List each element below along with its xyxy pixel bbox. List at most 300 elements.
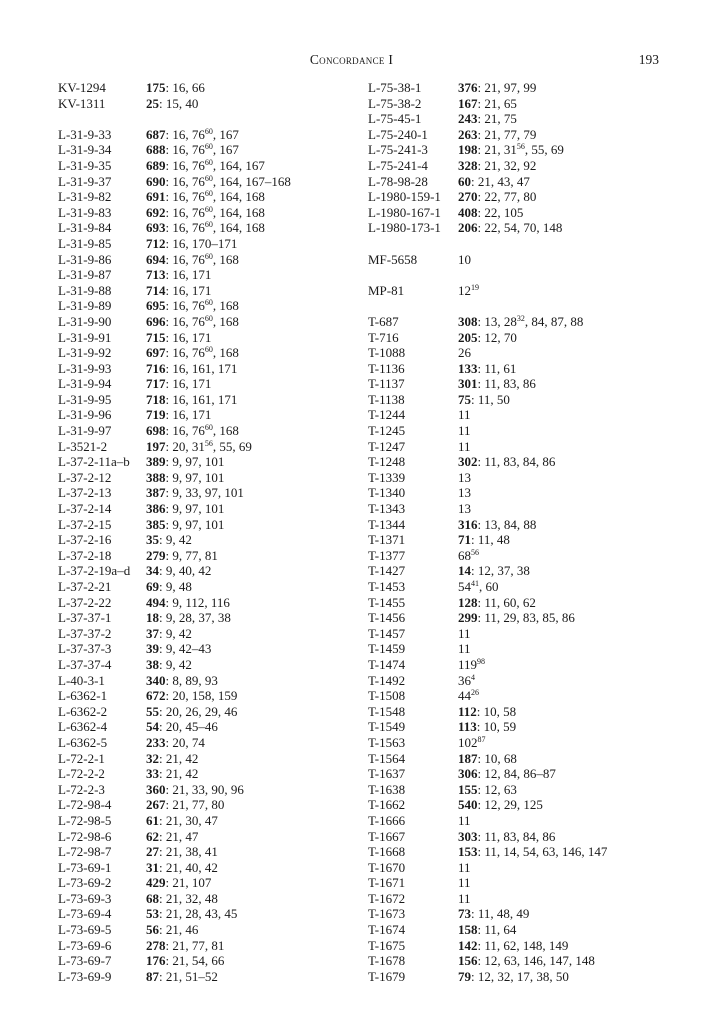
catalogue-number: 712 <box>146 235 166 251</box>
concordance-entry <box>58 719 358 735</box>
concordance-entry <box>58 392 358 408</box>
page-references: : 21, 28, 43, 45 <box>159 906 238 922</box>
page-references: : 12, 63, 146, 147, 148 <box>477 953 595 969</box>
inventory-number: T-1638 <box>368 781 406 797</box>
catalogue-number: 263 <box>458 126 478 142</box>
catalogue-reference <box>146 782 244 798</box>
inventory-number: L-37-2-12 <box>58 469 112 485</box>
catalogue-reference <box>146 127 239 143</box>
inventory-number: L-31-9-82 <box>58 189 112 205</box>
catalogue-reference <box>458 80 536 96</box>
catalogue-number: 316 <box>458 516 478 532</box>
concordance-entry <box>368 392 668 408</box>
catalogue-number: 302 <box>458 454 478 470</box>
inventory-number: T-1670 <box>368 859 406 875</box>
concordance-entry <box>368 688 668 704</box>
inventory-number: T-1343 <box>368 501 406 517</box>
inventory-number: L-37-2-13 <box>58 485 112 501</box>
page-references: : 16, $76^{60}$, 168 <box>165 345 239 361</box>
page-references: : 16, 66 <box>165 80 205 95</box>
inventory-number: T-1456 <box>368 610 406 626</box>
page-references: : 9, 42–43 <box>159 641 212 657</box>
catalogue-number: 33 <box>146 766 159 782</box>
catalogue-reference <box>146 829 198 845</box>
catalogue-number: 14 <box>458 563 471 579</box>
inventory-number: T-1662 <box>368 797 406 813</box>
catalogue-number: 153 <box>458 844 478 860</box>
inventory-number: L-37-37-1 <box>58 610 112 626</box>
page-references: : 12, 70 <box>477 329 517 345</box>
inventory-number: T-1247 <box>368 438 406 454</box>
catalogue-number: 243 <box>458 111 478 127</box>
page-references: : 21, 30, 47 <box>159 812 218 828</box>
concordance-entry <box>368 673 668 689</box>
concordance-entry <box>58 797 358 813</box>
catalogue-reference <box>146 938 224 954</box>
concordance-entry <box>58 938 358 954</box>
concordance-entry <box>58 969 358 985</box>
inventory-number: T-1377 <box>368 547 406 563</box>
concordance-entry <box>368 127 668 143</box>
inventory-number: L-6362-4 <box>58 719 108 735</box>
inventory-number: T-1137 <box>368 376 405 392</box>
concordance-entry <box>368 860 668 876</box>
page-references: : 22, 105 <box>477 204 524 220</box>
page-references: : 9, 97, 101 <box>165 454 225 470</box>
concordance-entry <box>58 361 358 377</box>
catalogue-reference <box>458 501 471 517</box>
concordance-entry <box>368 953 668 969</box>
inventory-number: L-31-9-90 <box>58 313 112 329</box>
page-references: $36^4$ <box>458 672 475 688</box>
page-references: : 11, 14, 54, 63, 146, 147 <box>477 844 608 860</box>
concordance-entry <box>368 485 668 501</box>
catalogue-reference <box>146 719 218 735</box>
catalogue-number: 713 <box>146 267 166 283</box>
catalogue-reference <box>458 673 475 689</box>
concordance-entry <box>58 782 358 798</box>
catalogue-number: 695 <box>146 298 166 314</box>
concordance-left-column <box>58 80 358 984</box>
catalogue-number: 408 <box>458 204 478 220</box>
page-references: : 9, 42 <box>159 625 192 641</box>
page-references: : 21, 38, 41 <box>159 844 218 860</box>
concordance-entry <box>58 345 358 361</box>
catalogue-reference <box>458 579 499 595</box>
page-references: : 12, 29, 125 <box>477 797 543 813</box>
concordance-entry <box>58 595 358 611</box>
catalogue-reference <box>146 96 198 112</box>
page-references: : 20, 158, 159 <box>165 688 238 704</box>
concordance-entry <box>368 626 668 642</box>
inventory-number: T-1244 <box>368 407 406 423</box>
page-references: : 13, 84, 88 <box>477 516 537 532</box>
catalogue-reference <box>458 610 575 626</box>
catalogue-reference <box>458 330 517 346</box>
concordance-entry <box>368 470 668 486</box>
inventory-number: T-1339 <box>368 469 406 485</box>
concordance-entry <box>368 813 668 829</box>
page-references: : 9, 77, 81 <box>165 547 218 563</box>
catalogue-number: 308 <box>458 313 478 329</box>
catalogue-reference <box>146 641 211 657</box>
catalogue-number: 25 <box>146 95 159 111</box>
catalogue-number: 39 <box>146 641 159 657</box>
concordance-entry <box>368 719 668 735</box>
inventory-number: L-31-9-35 <box>58 157 112 173</box>
concordance-entry <box>368 844 668 860</box>
catalogue-number: 387 <box>146 485 166 501</box>
catalogue-reference <box>146 813 218 829</box>
inventory-number: L-37-2-19a–d <box>58 563 131 579</box>
concordance-entry <box>368 407 668 423</box>
catalogue-reference <box>458 860 471 876</box>
concordance-entry <box>58 174 358 190</box>
concordance-entry <box>368 548 668 564</box>
catalogue-number: 60 <box>458 173 471 189</box>
catalogue-number: 306 <box>458 766 478 782</box>
catalogue-number: 376 <box>458 80 478 95</box>
inventory-number: T-1344 <box>368 516 406 532</box>
concordance-entry <box>58 906 358 922</box>
page-references: : 12, 32, 17, 38, 50 <box>471 968 569 984</box>
inventory-number: L-31-9-83 <box>58 204 112 220</box>
concordance-entry <box>58 142 358 158</box>
catalogue-number: 718 <box>146 391 166 407</box>
inventory-number: T-1136 <box>368 360 405 376</box>
catalogue-number: 714 <box>146 282 166 298</box>
page-references: : 21, 33, 90, 96 <box>165 781 244 797</box>
page-references: : 8, 89, 93 <box>165 672 218 688</box>
catalogue-number: 38 <box>146 656 159 672</box>
page-references: : 21, 75 <box>477 111 517 127</box>
inventory-number: L-31-9-84 <box>58 220 112 236</box>
page-references: $102^{87}$ <box>458 734 486 750</box>
catalogue-number: 142 <box>458 937 478 953</box>
catalogue-number: 278 <box>146 937 166 953</box>
concordance-entry <box>368 96 668 112</box>
catalogue-number: 388 <box>146 469 166 485</box>
page-references: : 11, 83, 84, 86 <box>477 828 556 844</box>
catalogue-number: 689 <box>146 157 166 173</box>
catalogue-reference <box>458 657 485 673</box>
catalogue-number: 75 <box>458 391 471 407</box>
inventory-number: L-31-9-94 <box>58 376 112 392</box>
catalogue-reference <box>146 330 211 346</box>
inventory-number: L-73-69-2 <box>58 875 112 891</box>
catalogue-reference <box>146 142 239 158</box>
page-references: : 9, 42 <box>159 656 192 672</box>
catalogue-number: 716 <box>146 360 166 376</box>
catalogue-reference <box>458 127 536 143</box>
inventory-number: L-6362-2 <box>58 703 108 719</box>
page-references: : 9, 33, 97, 101 <box>165 485 244 501</box>
catalogue-number: 34 <box>146 563 159 579</box>
page-references: 13 <box>458 485 471 501</box>
inventory-number: T-1508 <box>368 688 406 704</box>
inventory-number: L-73-69-3 <box>58 890 112 906</box>
catalogue-reference <box>458 548 479 564</box>
catalogue-number: 715 <box>146 329 166 345</box>
concordance-entry <box>58 953 358 969</box>
concordance-entry <box>58 236 358 252</box>
inventory-number: L-37-2-18 <box>58 547 112 563</box>
inventory-number: L-72-98-7 <box>58 844 112 860</box>
catalogue-number: 79 <box>458 968 471 984</box>
catalogue-number: 176 <box>146 953 166 969</box>
catalogue-number: 18 <box>146 610 159 626</box>
inventory-number: L-75-38-1 <box>368 80 422 95</box>
inventory-number: KV-1294 <box>58 80 106 95</box>
concordance-entry <box>368 891 668 907</box>
page-references: 11 <box>458 423 471 439</box>
page-references: : 21, 54, 66 <box>165 953 225 969</box>
concordance-entry <box>58 470 358 486</box>
inventory-number: L-37-2-14 <box>58 501 112 517</box>
catalogue-reference <box>146 80 205 96</box>
catalogue-number: 205 <box>458 329 478 345</box>
page-references: : 16, 171 <box>165 407 212 423</box>
concordance-entry <box>58 548 358 564</box>
catalogue-reference <box>146 314 239 330</box>
inventory-number: MP-81 <box>368 282 405 298</box>
catalogue-number: 61 <box>146 812 159 828</box>
catalogue-reference <box>146 906 237 922</box>
page-references: : 9, 97, 101 <box>165 469 225 485</box>
page-references: 11 <box>458 438 471 454</box>
catalogue-reference <box>146 220 265 236</box>
inventory-number: L-75-240-1 <box>368 126 428 142</box>
concordance-entry <box>368 969 668 985</box>
catalogue-reference <box>146 922 198 938</box>
concordance-entry <box>368 423 668 439</box>
concordance-entry <box>58 532 358 548</box>
inventory-number: L-31-9-91 <box>58 329 112 345</box>
catalogue-number: 73 <box>458 906 471 922</box>
catalogue-reference <box>146 392 237 408</box>
concordance-entry <box>58 252 358 268</box>
concordance-entry <box>58 189 358 205</box>
catalogue-reference <box>458 938 568 954</box>
catalogue-reference <box>458 111 517 127</box>
concordance-entry <box>58 766 358 782</box>
page-references: : 16, $76^{60}$, 164, 168 <box>165 189 265 205</box>
catalogue-reference <box>146 735 205 751</box>
concordance-entry <box>368 361 668 377</box>
inventory-number: T-1138 <box>368 391 405 407</box>
catalogue-reference <box>458 875 471 891</box>
page-references: : 21, 97, 99 <box>477 80 537 95</box>
page-references: $44^{26}$ <box>458 688 479 704</box>
concordance-entry <box>58 751 358 767</box>
inventory-number: T-1457 <box>368 625 406 641</box>
catalogue-reference <box>146 704 237 720</box>
catalogue-reference <box>458 595 536 611</box>
page-references: : 22, 54, 70, 148 <box>477 220 563 236</box>
concordance-entry <box>368 174 668 190</box>
catalogue-reference <box>146 345 239 361</box>
catalogue-reference <box>458 766 556 782</box>
concordance-entry <box>368 220 668 236</box>
concordance-entry <box>368 111 668 127</box>
concordance-entry <box>58 844 358 860</box>
concordance-entry <box>368 80 668 96</box>
section-gap <box>368 236 668 252</box>
page-references: 26 <box>458 345 471 361</box>
page-references: : 10, 58 <box>476 703 517 719</box>
catalogue-reference <box>146 532 192 548</box>
page-references: : 22, 77, 80 <box>477 189 537 205</box>
page-references: : 9, 42 <box>159 532 192 548</box>
inventory-number: T-1427 <box>368 563 406 579</box>
catalogue-reference <box>458 688 479 704</box>
concordance-entry <box>58 704 358 720</box>
catalogue-reference <box>146 158 265 174</box>
concordance-entry <box>58 641 358 657</box>
catalogue-reference <box>458 641 471 657</box>
inventory-number: T-1667 <box>368 828 406 844</box>
concordance-entry <box>368 595 668 611</box>
concordance-entry <box>58 563 358 579</box>
concordance-entry <box>58 657 358 673</box>
concordance-entry <box>368 205 668 221</box>
concordance-entry <box>368 922 668 938</box>
catalogue-reference <box>458 314 583 330</box>
section-gap <box>368 298 668 314</box>
concordance-entry <box>58 423 358 439</box>
catalogue-reference <box>146 563 211 579</box>
page-references: $54^{41}$, 60 <box>458 579 499 594</box>
catalogue-reference <box>458 470 471 486</box>
inventory-number: L-72-2-1 <box>58 750 105 766</box>
concordance-entry <box>368 501 668 517</box>
inventory-number: L-1980-173-1 <box>368 220 441 236</box>
catalogue-number: 494 <box>146 594 166 610</box>
inventory-number: L-73-69-7 <box>58 953 112 969</box>
inventory-number: L-37-37-3 <box>58 641 112 657</box>
inventory-number: L-37-2-21 <box>58 579 112 594</box>
catalogue-number: 187 <box>458 750 478 766</box>
page-references: 10 <box>458 251 471 267</box>
catalogue-reference <box>458 158 536 174</box>
catalogue-reference <box>458 891 471 907</box>
page-references: : 21, 77, 80 <box>165 797 225 813</box>
catalogue-reference <box>458 220 562 236</box>
inventory-number: T-1492 <box>368 672 406 688</box>
concordance-entry <box>58 80 358 96</box>
page-references: : 21, 46 <box>159 922 199 938</box>
inventory-number: L-37-2-11a–b <box>58 454 130 470</box>
catalogue-reference <box>458 906 529 922</box>
catalogue-reference <box>146 548 218 564</box>
page-number: 193 <box>638 52 659 67</box>
catalogue-reference <box>458 439 471 455</box>
inventory-number: L-31-9-33 <box>58 126 112 142</box>
catalogue-number: 719 <box>146 407 166 423</box>
concordance-entry <box>58 454 358 470</box>
catalogue-reference <box>146 766 198 782</box>
page-references: 11 <box>458 641 471 657</box>
concordance-entry <box>368 782 668 798</box>
inventory-number: T-716 <box>368 329 399 345</box>
concordance-entry <box>368 142 668 158</box>
concordance-entry <box>58 439 358 455</box>
catalogue-reference <box>458 782 517 798</box>
concordance-entry <box>58 610 358 626</box>
page-references: : 16, 171 <box>165 282 212 298</box>
page-references: : 21, 43, 47 <box>471 173 530 189</box>
page-references: : 16, $76^{60}$, 164, 168 <box>165 204 265 220</box>
concordance-entry <box>58 891 358 907</box>
concordance-entry <box>368 189 668 205</box>
inventory-number: L-73-69-4 <box>58 906 112 922</box>
page-references: 11 <box>458 812 471 828</box>
catalogue-number: 693 <box>146 220 166 236</box>
page-references: : 16, 161, 171 <box>165 360 238 376</box>
catalogue-reference <box>458 751 517 767</box>
catalogue-reference <box>146 969 218 985</box>
catalogue-number: 687 <box>146 126 166 142</box>
catalogue-number: 198 <box>458 142 478 158</box>
page-references: : 11, 61 <box>477 360 517 376</box>
catalogue-number: 389 <box>146 454 166 470</box>
catalogue-reference <box>458 719 516 735</box>
catalogue-reference <box>458 517 536 533</box>
concordance-entry <box>58 813 358 829</box>
inventory-number: L-31-9-95 <box>58 391 112 407</box>
catalogue-reference <box>146 595 230 611</box>
catalogue-number: 340 <box>146 672 166 688</box>
catalogue-number: 87 <box>146 968 159 984</box>
inventory-number: L-37-37-2 <box>58 625 112 641</box>
inventory-number: L-31-9-97 <box>58 423 112 439</box>
catalogue-number: 69 <box>146 579 159 594</box>
inventory-number: KV-1311 <box>58 95 106 111</box>
inventory-number: L-72-2-3 <box>58 781 105 797</box>
catalogue-number: 233 <box>146 734 166 750</box>
page-references: : 9, 28, 37, 38 <box>159 610 231 626</box>
inventory-number: L-72-98-6 <box>58 828 112 844</box>
catalogue-number: 279 <box>146 547 166 563</box>
page-references: : 11, 50 <box>471 391 510 407</box>
concordance-entry <box>368 579 668 595</box>
catalogue-reference <box>458 922 516 938</box>
concordance-entry <box>368 283 668 299</box>
inventory-number: T-1088 <box>368 345 406 361</box>
catalogue-reference <box>458 376 536 392</box>
concordance-entry <box>58 283 358 299</box>
catalogue-number: 267 <box>146 797 166 813</box>
catalogue-number: 328 <box>458 157 478 173</box>
inventory-number: L-3521-2 <box>58 438 108 454</box>
page-references: : 11, 60, 62 <box>477 594 536 610</box>
page-references: : 16, $76^{60}$, 164, 167–168 <box>165 173 291 189</box>
catalogue-reference <box>146 626 192 642</box>
page-references: : 16, $76^{60}$, 167 <box>165 126 239 142</box>
page-references: : 20, 74 <box>165 734 205 750</box>
concordance-entry <box>58 860 358 876</box>
page-references: : 21, 42 <box>159 766 199 782</box>
page-references: : 20, 26, 29, 46 <box>159 703 238 719</box>
page-references: : 21, $31^{56}$, 55, 69 <box>477 142 564 158</box>
inventory-number: T-1672 <box>368 890 406 906</box>
page-references: $12^{19}$ <box>458 282 479 298</box>
catalogue-reference <box>146 361 237 377</box>
catalogue-reference <box>458 813 471 829</box>
catalogue-reference <box>146 610 231 626</box>
concordance-entry <box>58 485 358 501</box>
inventory-number: T-1679 <box>368 968 406 984</box>
